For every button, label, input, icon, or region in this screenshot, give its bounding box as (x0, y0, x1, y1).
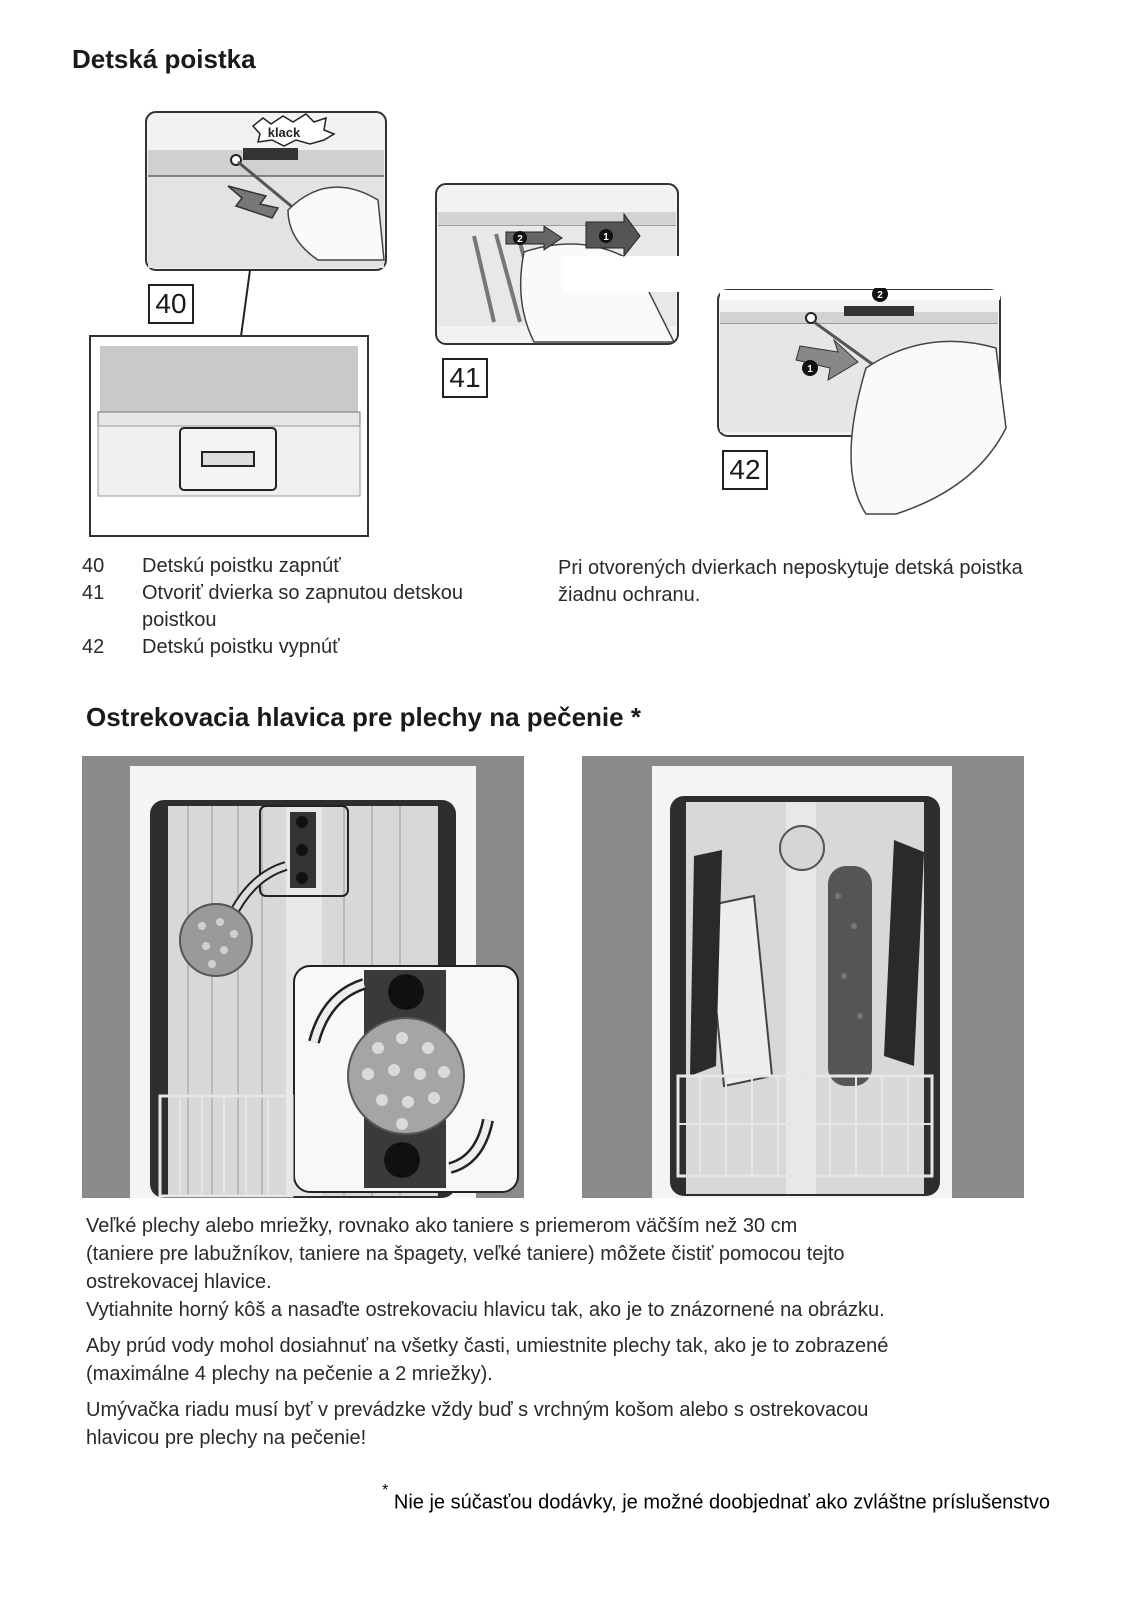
figure-41-marker-1: 1 (603, 232, 609, 243)
caption-text: Otvoriť dvierka so zapnutou detskou poistkou (142, 582, 464, 631)
paragraph-line: (taniere pre labužníkov, taniere na špagety, veľké taniere) môžete čistiť pomocou tejto (86, 1243, 845, 1265)
footnote-text: Nie je súčasťou dodávky, je možné doobjednať ako zvláštne príslušenstvo (393, 1491, 1050, 1514)
figure-41-illustration (434, 182, 680, 354)
paragraph-line: Umývačka riadu musí byť v prevádzke vždy buď s vrchným košom alebo s ostrekovacou (86, 1399, 869, 1421)
figure-42-marker-2: 2 (877, 290, 883, 301)
caption-text: Detskú poistku zapnúť (142, 555, 341, 577)
section-title-child-lock: Detská poistka (72, 44, 256, 74)
paragraph-line: Aby prúd vody mohol dosiahnuť na všetky časti, umiestnite plechy tak, ako je to zobrazené (86, 1335, 889, 1357)
caption-number: 42 (82, 636, 105, 658)
figure-captions (82, 553, 542, 663)
klack-label: klack (267, 125, 301, 140)
figure-40-illustration (88, 110, 398, 540)
paragraph-line: hlavicou pre plechy na pečenie! (86, 1427, 367, 1449)
child-lock-warning: Pri otvorených dvierkach neposkytuje detská poistka žiadnu ochranu. (558, 557, 1023, 606)
footnote (382, 1482, 1050, 1515)
figure-42-label: 42 (722, 450, 768, 490)
footnote-mark: * (382, 1482, 389, 1499)
spray-head-description (86, 1212, 1076, 1452)
spray-head-install-illustration (82, 756, 524, 1198)
figure-42-marker-1: 1 (807, 364, 813, 375)
baking-trays-placement-illustration (582, 756, 1024, 1198)
caption-number: 41 (82, 582, 105, 604)
caption-number: 40 (82, 555, 105, 577)
section-title-spray-head: Ostrekovacia hlavica pre plechy na pečenie * (86, 702, 641, 732)
paragraph-line: (maximálne 4 plechy na pečenie a 2 mriežky). (86, 1363, 493, 1385)
paragraph-line: Vytiahnite horný kôš a nasaďte ostrekovaciu hlavicu tak, ako je to znázornené na obrázku. (86, 1299, 885, 1321)
paragraph-line: ostrekovacej hlavice. (86, 1271, 272, 1293)
figure-40-label: 40 (148, 284, 194, 324)
figure-41-label: 41 (442, 358, 488, 398)
caption-text: Detskú poistku vypnúť (142, 636, 340, 658)
figure-41-marker-2: 2 (517, 234, 523, 245)
paragraph-line: Veľké plechy alebo mriežky, rovnako ako taniere s priemerom väčším než 30 cm (86, 1215, 798, 1237)
